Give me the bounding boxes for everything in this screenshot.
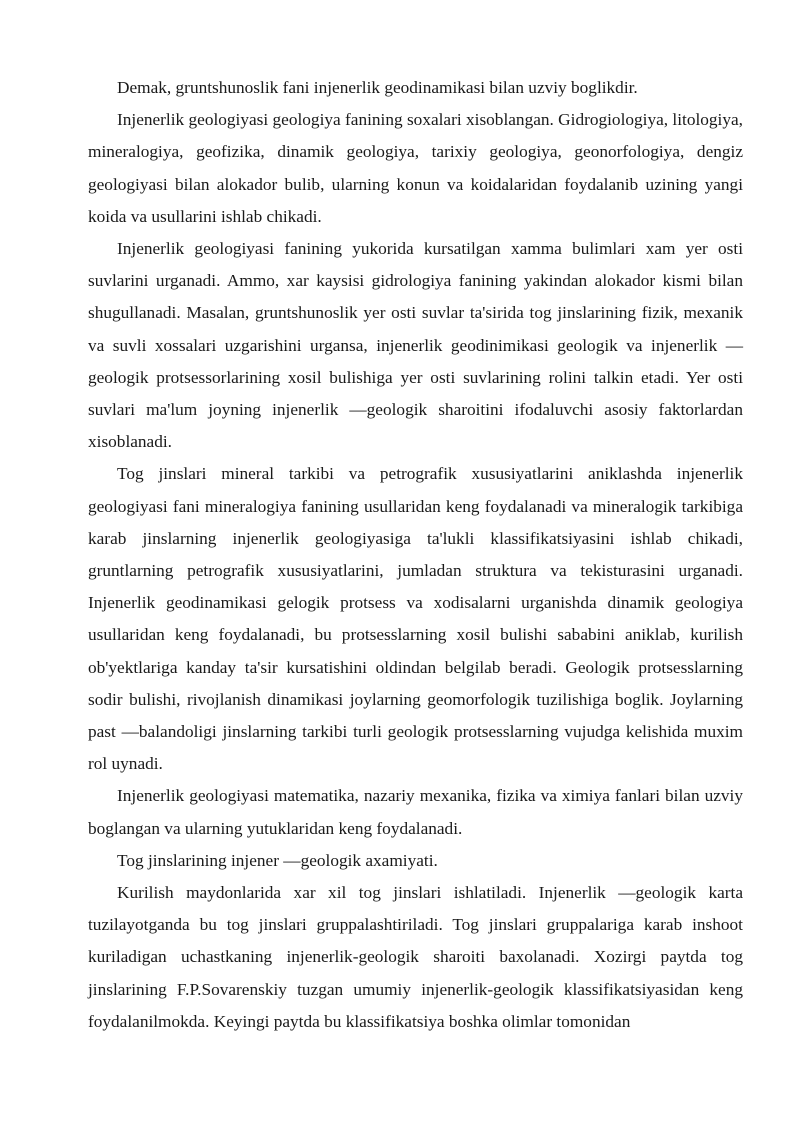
paragraph-6: Kurilish maydonlarida xar xil tog jinslari ishlatiladi. Injenerlik —geologik karta tuzilayotganda bu tog jinslari gruppalashtiriladi. Tog jinslari gruppalariga karab inshoot kuriladigan uchastkaning injenerlik-geologik sharoiti baxolanadi. Xozirgi paytda tog jinslarining F.P.Sovarenskiy tuzgan umumiy injenerlik-geologik klassifikatsiyasidan keng foydalanilmokda. Keyingi paytda bu klassifikatsiya boshka olimlar tomonidan: [88, 883, 743, 1031]
paragraph-3: Injenerlik geologiyasi fanining yukorida kursatilgan xamma bulimlari xam yer osti suvlarini urganadi. Ammo, xar kaysisi gidrologiya fanining yakindan alokador kismi bilan shugullanadi. Masalan, gruntshunoslik yer osti suvlar ta'sirida tog jinslarining fizik, mexanik va suvli xossalari uzgarishini urgansa, injenerlik geodinimikasi geologik va injenerlik —geologik protsessorlarining xosil bulishiga yer osti suvlarining rolini talkin etadi. Yer osti suvlari ma'lum joyning injenerlik —geologik sharoitini ifodaluvchi asosiy faktorlardan xisoblanadi.: [88, 239, 743, 452]
paragraph-5: Injenerlik geologiyasi matematika, nazariy mexanika, fizika va ximiya fanlari bilan uzviy boglangan va ularning yutuklaridan keng foydalanadi.: [88, 786, 743, 838]
paragraph-2: Injenerlik geologiyasi geologiya fanining soxalari xisoblangan. Gidrogiologiya, litologiya, mineralogiya, geofizika, dinamik geologiya, tarixiy geologiya, geonorfologiya, dengiz geologiyasi bilan alokador bulib, ularning konun va koidalaridan foydalanib uzining yangi koida va usullarini ishlab chikadi.: [88, 110, 743, 226]
section-heading: Tog jinslarining injener —geologik axamiyati.: [117, 850, 438, 870]
paragraph-4: Tog jinslari mineral tarkibi va petrografik xususiyatlarini aniklashda injenerlik geologiyasi fani mineralogiya fanining usullaridan keng foydalanadi va mineralogik tarkibiga karab jinslarning injenerlik geologiyasiga ta'lukli klassifikatsiyasini ishlab chikadi, gruntlarning petrografik xususiyatlarini, jumladan struktura va tekisturasini urganadi. Injenerlik geodinamikasi gelogik protsess va xodisalarni urganishda dinamik geologiya usullaridan keng foydalanadi, bu protsesslarning xosil bulishi sababini aniklab, kurilish ob'yektlariga kanday ta'sir kursatishini oldindan belgilab beradi. Geologik protsesslarning sodir bulishi, rivojlanish dinamikasi joylarning geomorfologik tuzilishiga boglik. Joylarning past —balandoligi jinslarning tarkibi turli geologik protsesslarning vujudga kelishida muxim rol uynadi.: [88, 464, 743, 774]
document-page: [88, 72, 743, 1038]
paragraph-1: Demak, gruntshunoslik fani injenerlik geodinamikasi bilan uzviy boglikdir.: [117, 78, 638, 97]
